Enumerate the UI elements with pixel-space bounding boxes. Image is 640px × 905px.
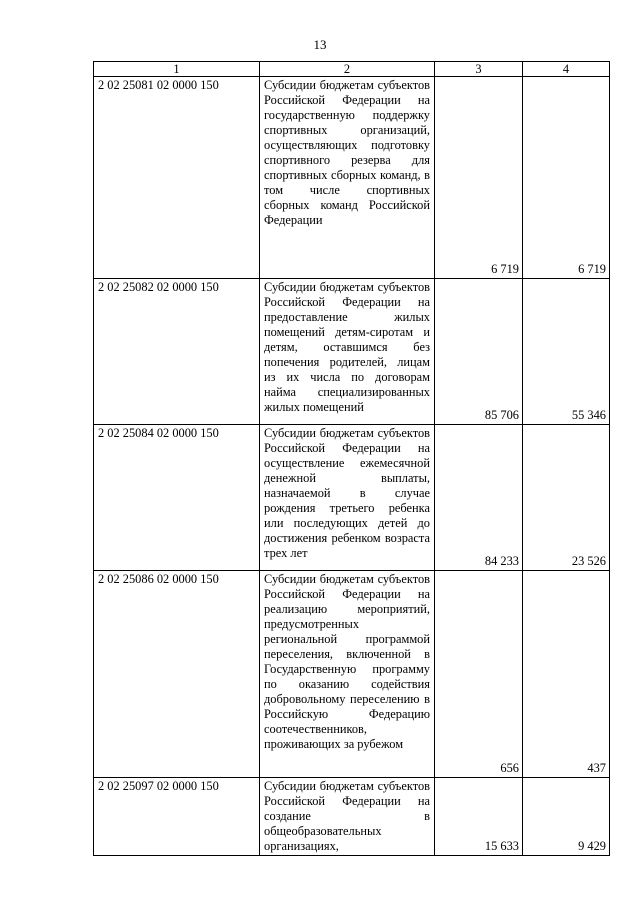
amount-col4-cell: 55 346 [523, 279, 610, 425]
column-header-1: 1 [94, 62, 260, 77]
table-row [94, 778, 610, 856]
amount-col4-cell: 9 429 [523, 778, 610, 856]
amount-col4-cell: 23 526 [523, 425, 610, 571]
budget-code-cell: 2 02 25084 02 0000 150 [94, 425, 260, 571]
table-row [94, 425, 610, 571]
page-number: 13 [313, 37, 327, 52]
budget-code-cell: 2 02 25081 02 0000 150 [94, 77, 260, 279]
table-row [94, 279, 610, 425]
amount-col3-cell: 15 633 [435, 778, 523, 856]
budget-code-cell: 2 02 25082 02 0000 150 [94, 279, 260, 425]
description-cell: Субсидии бюджетам субъектов Российской Федерации на создание в общеобразовательных организациях, [260, 778, 435, 856]
description-cell: Субсидии бюджетам субъектов Российской Федерации на предоставление жилых помещений детям-сиротам и детям, оставшимся без попечения родителей, лицам из их числа по договорам найма специализированных жилых помещений [260, 279, 435, 425]
column-header-3: 3 [435, 62, 523, 77]
description-cell: Субсидии бюджетам субъектов Российской Федерации на осуществление ежемесячной денежной выплаты, назначаемой в случае рождения третьего ребенка или последующих детей до достижения ребенком возраста трех лет [260, 425, 435, 571]
budget-code-cell: 2 02 25086 02 0000 150 [94, 571, 260, 778]
amount-col3-cell: 656 [435, 571, 523, 778]
column-header-2: 2 [260, 62, 435, 77]
amount-col3-cell: 6 719 [435, 77, 523, 279]
amount-col4-cell: 437 [523, 571, 610, 778]
budget-code-cell: 2 02 25097 02 0000 150 [94, 778, 260, 856]
amount-col4-cell: 6 719 [523, 77, 610, 279]
amount-col3-cell: 84 233 [435, 425, 523, 571]
description-cell: Субсидии бюджетам субъектов Российской Федерации на реализацию мероприятий, предусмотренных региональной программой переселения, включенной в Государственную программу по оказанию содействия добровольному переселению в Российскую Федерацию соотечественников, проживающих за рубежом [260, 571, 435, 778]
column-header-4: 4 [523, 62, 610, 77]
amount-col3-cell: 85 706 [435, 279, 523, 425]
description-cell: Субсидии бюджетам субъектов Российской Федерации на государственную поддержку спортивных организаций, осуществляющих подготовку спортивного резерва для спортивных сборных команд, в том числе спортивных сборных команд Российской Федерации [260, 77, 435, 279]
table-row [94, 77, 610, 279]
table-row [94, 571, 610, 778]
table-header-row [94, 62, 610, 77]
budget-table [93, 61, 610, 856]
